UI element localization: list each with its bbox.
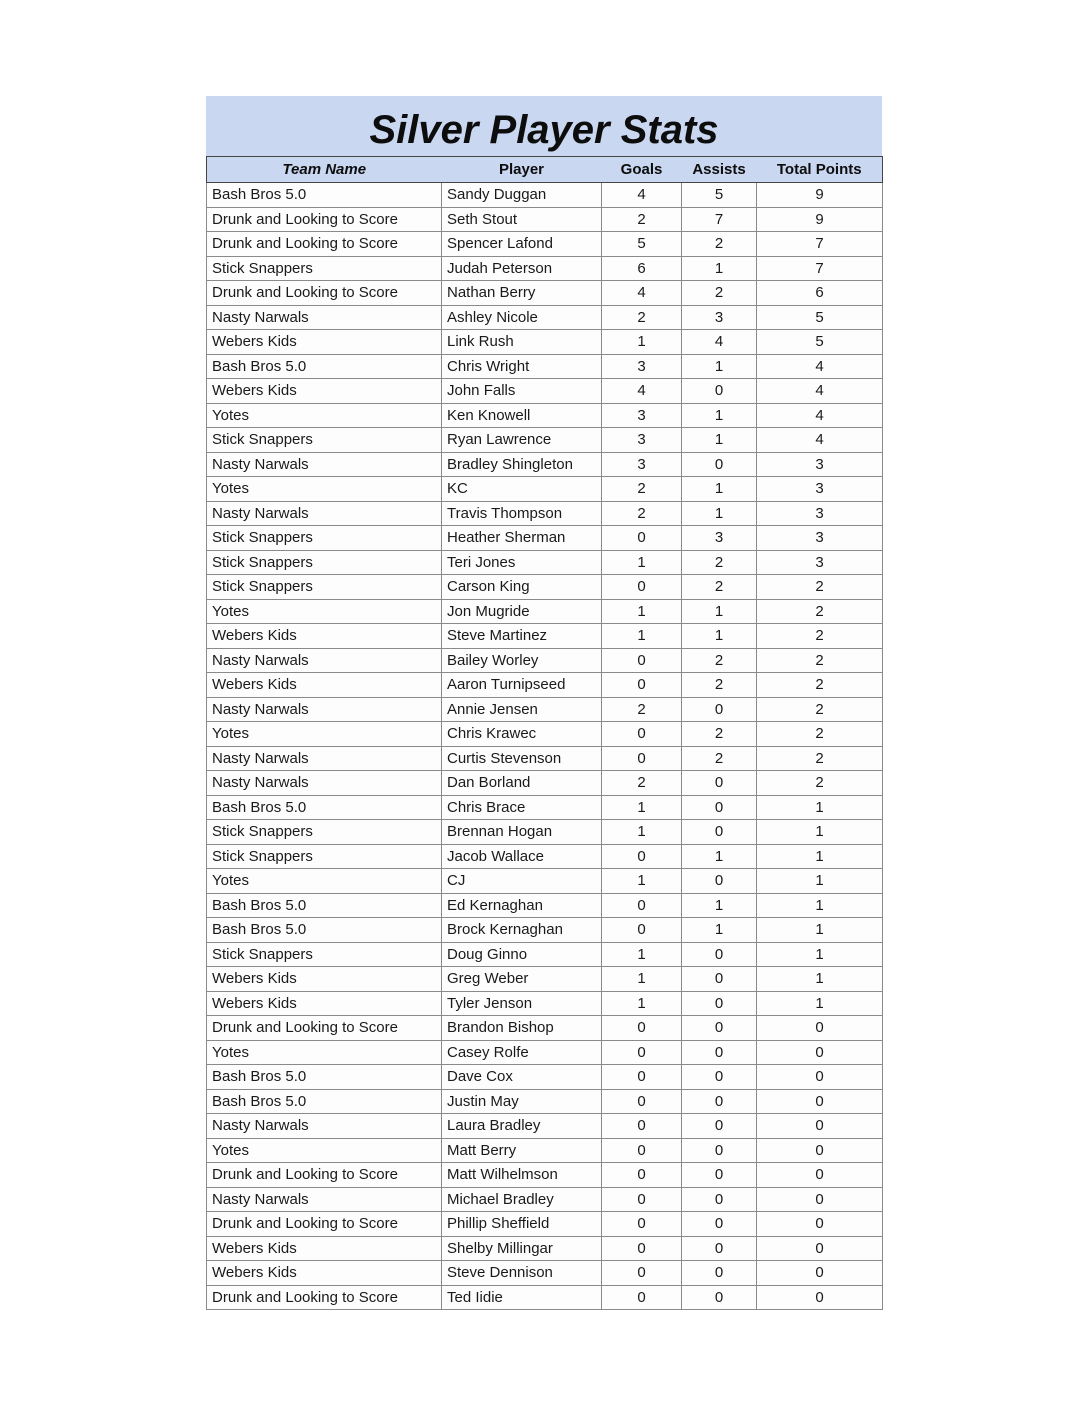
- goals-cell: 1: [602, 869, 682, 894]
- team-cell: Nasty Narwals: [207, 648, 442, 673]
- goals-cell: 0: [602, 1016, 682, 1041]
- points-cell: 1: [757, 991, 883, 1016]
- table-row: [207, 1285, 883, 1310]
- points-cell: 4: [757, 354, 883, 379]
- team-cell: Stick Snappers: [207, 575, 442, 600]
- assists-cell: 0: [682, 991, 757, 1016]
- table-row: [207, 501, 883, 526]
- assists-cell: 2: [682, 550, 757, 575]
- player-cell: Brennan Hogan: [442, 820, 602, 845]
- assists-cell: 0: [682, 1114, 757, 1139]
- points-cell: 2: [757, 697, 883, 722]
- table-row: [207, 305, 883, 330]
- team-cell: Webers Kids: [207, 1261, 442, 1286]
- player-cell: Michael Bradley: [442, 1187, 602, 1212]
- assists-cell: 2: [682, 232, 757, 257]
- goals-cell: 1: [602, 967, 682, 992]
- assists-cell: 0: [682, 942, 757, 967]
- assists-cell: 0: [682, 795, 757, 820]
- goals-cell: 0: [602, 1285, 682, 1310]
- team-cell: Stick Snappers: [207, 942, 442, 967]
- table-row: [207, 746, 883, 771]
- player-cell: CJ: [442, 869, 602, 894]
- team-cell: Nasty Narwals: [207, 452, 442, 477]
- table-row: [207, 330, 883, 355]
- player-cell: Matt Wilhelmson: [442, 1163, 602, 1188]
- team-cell: Webers Kids: [207, 991, 442, 1016]
- team-cell: Yotes: [207, 1040, 442, 1065]
- player-cell: Brock Kernaghan: [442, 918, 602, 943]
- table-row: [207, 648, 883, 673]
- points-cell: 2: [757, 673, 883, 698]
- assists-cell: 5: [682, 183, 757, 208]
- points-cell: 4: [757, 403, 883, 428]
- points-cell: 9: [757, 183, 883, 208]
- player-cell: Ken Knowell: [442, 403, 602, 428]
- column-header-assists: Assists: [682, 157, 757, 183]
- table-row: [207, 697, 883, 722]
- goals-cell: 0: [602, 893, 682, 918]
- team-cell: Nasty Narwals: [207, 746, 442, 771]
- goals-cell: 1: [602, 820, 682, 845]
- team-cell: Yotes: [207, 403, 442, 428]
- assists-cell: 1: [682, 428, 757, 453]
- points-cell: 1: [757, 967, 883, 992]
- table-row: [207, 550, 883, 575]
- player-cell: KC: [442, 477, 602, 502]
- table-row: [207, 575, 883, 600]
- team-cell: Webers Kids: [207, 330, 442, 355]
- points-cell: 0: [757, 1016, 883, 1041]
- points-cell: 0: [757, 1138, 883, 1163]
- goals-cell: 2: [602, 771, 682, 796]
- team-cell: Drunk and Looking to Score: [207, 1016, 442, 1041]
- team-cell: Bash Bros 5.0: [207, 183, 442, 208]
- points-cell: 6: [757, 281, 883, 306]
- table-row: [207, 1163, 883, 1188]
- team-cell: Yotes: [207, 477, 442, 502]
- goals-cell: 4: [602, 281, 682, 306]
- table-row: [207, 1187, 883, 1212]
- team-cell: Bash Bros 5.0: [207, 893, 442, 918]
- table-row: [207, 599, 883, 624]
- team-cell: Drunk and Looking to Score: [207, 232, 442, 257]
- player-cell: Dan Borland: [442, 771, 602, 796]
- assists-cell: 1: [682, 599, 757, 624]
- team-cell: Nasty Narwals: [207, 1187, 442, 1212]
- team-cell: Stick Snappers: [207, 526, 442, 551]
- assists-cell: 0: [682, 1212, 757, 1237]
- team-cell: Webers Kids: [207, 673, 442, 698]
- goals-cell: 5: [602, 232, 682, 257]
- table-row: [207, 1065, 883, 1090]
- player-cell: Chris Krawec: [442, 722, 602, 747]
- points-cell: 2: [757, 746, 883, 771]
- team-cell: Nasty Narwals: [207, 697, 442, 722]
- team-cell: Bash Bros 5.0: [207, 795, 442, 820]
- player-stats-table: [206, 156, 883, 1310]
- team-cell: Webers Kids: [207, 379, 442, 404]
- points-cell: 1: [757, 893, 883, 918]
- table-row: [207, 893, 883, 918]
- goals-cell: 0: [602, 648, 682, 673]
- player-cell: Steve Martinez: [442, 624, 602, 649]
- player-cell: Doug Ginno: [442, 942, 602, 967]
- table-row: [207, 1089, 883, 1114]
- team-cell: Bash Bros 5.0: [207, 354, 442, 379]
- points-cell: 7: [757, 256, 883, 281]
- goals-cell: 0: [602, 673, 682, 698]
- team-cell: Drunk and Looking to Score: [207, 1212, 442, 1237]
- goals-cell: 3: [602, 354, 682, 379]
- player-cell: Bradley Shingleton: [442, 452, 602, 477]
- goals-cell: 2: [602, 477, 682, 502]
- player-cell: Seth Stout: [442, 207, 602, 232]
- points-cell: 0: [757, 1261, 883, 1286]
- table-row: [207, 673, 883, 698]
- assists-cell: 2: [682, 575, 757, 600]
- column-header-team: Team Name: [207, 157, 442, 183]
- points-cell: 1: [757, 795, 883, 820]
- team-cell: Bash Bros 5.0: [207, 1065, 442, 1090]
- team-cell: Yotes: [207, 599, 442, 624]
- team-cell: Bash Bros 5.0: [207, 1089, 442, 1114]
- player-cell: Chris Wright: [442, 354, 602, 379]
- player-cell: Steve Dennison: [442, 1261, 602, 1286]
- goals-cell: 1: [602, 624, 682, 649]
- assists-cell: 1: [682, 844, 757, 869]
- column-header-goals: Goals: [602, 157, 682, 183]
- goals-cell: 1: [602, 991, 682, 1016]
- goals-cell: 1: [602, 942, 682, 967]
- goals-cell: 4: [602, 183, 682, 208]
- player-cell: Bailey Worley: [442, 648, 602, 673]
- player-cell: Curtis Stevenson: [442, 746, 602, 771]
- player-cell: Nathan Berry: [442, 281, 602, 306]
- team-cell: Nasty Narwals: [207, 305, 442, 330]
- table-row: [207, 183, 883, 208]
- team-cell: Webers Kids: [207, 624, 442, 649]
- points-cell: 3: [757, 501, 883, 526]
- player-cell: Shelby Millingar: [442, 1236, 602, 1261]
- table-row: [207, 232, 883, 257]
- team-cell: Stick Snappers: [207, 550, 442, 575]
- table-row: [207, 526, 883, 551]
- player-cell: Jon Mugride: [442, 599, 602, 624]
- assists-cell: 2: [682, 648, 757, 673]
- goals-cell: 3: [602, 403, 682, 428]
- player-cell: Dave Cox: [442, 1065, 602, 1090]
- assists-cell: 1: [682, 403, 757, 428]
- points-cell: 1: [757, 869, 883, 894]
- points-cell: 0: [757, 1285, 883, 1310]
- goals-cell: 0: [602, 1065, 682, 1090]
- assists-cell: 0: [682, 1187, 757, 1212]
- assists-cell: 0: [682, 869, 757, 894]
- column-header-player: Player: [442, 157, 602, 183]
- assists-cell: 0: [682, 967, 757, 992]
- player-cell: Laura Bradley: [442, 1114, 602, 1139]
- assists-cell: 0: [682, 1261, 757, 1286]
- player-cell: Tyler Jenson: [442, 991, 602, 1016]
- player-cell: Ryan Lawrence: [442, 428, 602, 453]
- goals-cell: 0: [602, 1261, 682, 1286]
- assists-cell: 0: [682, 1285, 757, 1310]
- goals-cell: 1: [602, 795, 682, 820]
- goals-cell: 0: [602, 1040, 682, 1065]
- points-cell: 0: [757, 1212, 883, 1237]
- table-row: [207, 1236, 883, 1261]
- table-row: [207, 1261, 883, 1286]
- goals-cell: 0: [602, 575, 682, 600]
- table-header: [207, 157, 883, 183]
- table-row: [207, 477, 883, 502]
- assists-cell: 1: [682, 501, 757, 526]
- points-cell: 3: [757, 526, 883, 551]
- assists-cell: 1: [682, 477, 757, 502]
- points-cell: 1: [757, 844, 883, 869]
- player-cell: Brandon Bishop: [442, 1016, 602, 1041]
- points-cell: 5: [757, 305, 883, 330]
- table-row: [207, 403, 883, 428]
- assists-cell: 0: [682, 1138, 757, 1163]
- assists-cell: 0: [682, 1236, 757, 1261]
- assists-cell: 0: [682, 1065, 757, 1090]
- points-cell: 0: [757, 1187, 883, 1212]
- goals-cell: 0: [602, 1187, 682, 1212]
- table-row: [207, 967, 883, 992]
- points-cell: 2: [757, 722, 883, 747]
- table-row: [207, 795, 883, 820]
- team-cell: Yotes: [207, 722, 442, 747]
- table-row: [207, 452, 883, 477]
- table-row: [207, 1040, 883, 1065]
- table-row: [207, 918, 883, 943]
- table-row: [207, 256, 883, 281]
- goals-cell: 0: [602, 526, 682, 551]
- table-row: [207, 991, 883, 1016]
- assists-cell: 1: [682, 354, 757, 379]
- player-cell: Phillip Sheffield: [442, 1212, 602, 1237]
- points-cell: 3: [757, 452, 883, 477]
- team-cell: Drunk and Looking to Score: [207, 281, 442, 306]
- column-header-total-points: Total Points: [757, 157, 883, 183]
- goals-cell: 0: [602, 746, 682, 771]
- team-cell: Nasty Narwals: [207, 501, 442, 526]
- points-cell: 1: [757, 942, 883, 967]
- goals-cell: 0: [602, 1138, 682, 1163]
- points-cell: 4: [757, 428, 883, 453]
- player-cell: Heather Sherman: [442, 526, 602, 551]
- goals-cell: 0: [602, 1163, 682, 1188]
- assists-cell: 0: [682, 1163, 757, 1188]
- goals-cell: 2: [602, 207, 682, 232]
- title-band: [206, 96, 882, 156]
- team-cell: Stick Snappers: [207, 256, 442, 281]
- goals-cell: 0: [602, 722, 682, 747]
- points-cell: 0: [757, 1163, 883, 1188]
- table-row: [207, 1138, 883, 1163]
- assists-cell: 0: [682, 452, 757, 477]
- assists-cell: 4: [682, 330, 757, 355]
- player-cell: Chris Brace: [442, 795, 602, 820]
- table-row: [207, 1212, 883, 1237]
- points-cell: 9: [757, 207, 883, 232]
- player-cell: Spencer Lafond: [442, 232, 602, 257]
- goals-cell: 2: [602, 305, 682, 330]
- points-cell: 2: [757, 648, 883, 673]
- goals-cell: 0: [602, 844, 682, 869]
- team-cell: Drunk and Looking to Score: [207, 207, 442, 232]
- assists-cell: 0: [682, 697, 757, 722]
- assists-cell: 2: [682, 281, 757, 306]
- team-cell: Yotes: [207, 1138, 442, 1163]
- player-cell: Travis Thompson: [442, 501, 602, 526]
- player-cell: John Falls: [442, 379, 602, 404]
- assists-cell: 0: [682, 379, 757, 404]
- table-row: [207, 869, 883, 894]
- goals-cell: 0: [602, 1236, 682, 1261]
- points-cell: 7: [757, 232, 883, 257]
- assists-cell: 3: [682, 305, 757, 330]
- player-cell: Carson King: [442, 575, 602, 600]
- goals-cell: 0: [602, 1114, 682, 1139]
- player-cell: Matt Berry: [442, 1138, 602, 1163]
- goals-cell: 2: [602, 501, 682, 526]
- points-cell: 2: [757, 771, 883, 796]
- table-row: [207, 1114, 883, 1139]
- team-cell: Stick Snappers: [207, 820, 442, 845]
- page-title: Silver Player Stats: [369, 108, 719, 152]
- assists-cell: 1: [682, 918, 757, 943]
- player-cell: Jacob Wallace: [442, 844, 602, 869]
- goals-cell: 4: [602, 379, 682, 404]
- team-cell: Stick Snappers: [207, 844, 442, 869]
- goals-cell: 0: [602, 1089, 682, 1114]
- player-cell: Casey Rolfe: [442, 1040, 602, 1065]
- assists-cell: 1: [682, 893, 757, 918]
- assists-cell: 1: [682, 256, 757, 281]
- goals-cell: 1: [602, 550, 682, 575]
- player-cell: Aaron Turnipseed: [442, 673, 602, 698]
- goals-cell: 6: [602, 256, 682, 281]
- points-cell: 5: [757, 330, 883, 355]
- table-row: [207, 820, 883, 845]
- points-cell: 0: [757, 1236, 883, 1261]
- goals-cell: 1: [602, 599, 682, 624]
- goals-cell: 3: [602, 452, 682, 477]
- team-cell: Drunk and Looking to Score: [207, 1285, 442, 1310]
- points-cell: 3: [757, 477, 883, 502]
- team-cell: Stick Snappers: [207, 428, 442, 453]
- team-cell: Bash Bros 5.0: [207, 918, 442, 943]
- points-cell: 2: [757, 599, 883, 624]
- stats-sheet: [206, 0, 882, 1310]
- player-cell: Justin May: [442, 1089, 602, 1114]
- table-body: [207, 183, 883, 1310]
- table-row: [207, 942, 883, 967]
- team-cell: Nasty Narwals: [207, 1114, 442, 1139]
- player-cell: Ed Kernaghan: [442, 893, 602, 918]
- assists-cell: 0: [682, 771, 757, 796]
- points-cell: 1: [757, 820, 883, 845]
- team-cell: Drunk and Looking to Score: [207, 1163, 442, 1188]
- team-cell: Webers Kids: [207, 1236, 442, 1261]
- player-cell: Link Rush: [442, 330, 602, 355]
- assists-cell: 2: [682, 722, 757, 747]
- table-row: [207, 207, 883, 232]
- table-row: [207, 1016, 883, 1041]
- table-row: [207, 281, 883, 306]
- table-row: [207, 844, 883, 869]
- player-cell: Judah Peterson: [442, 256, 602, 281]
- player-cell: Greg Weber: [442, 967, 602, 992]
- points-cell: 3: [757, 550, 883, 575]
- team-cell: Webers Kids: [207, 967, 442, 992]
- assists-cell: 1: [682, 624, 757, 649]
- points-cell: 0: [757, 1065, 883, 1090]
- goals-cell: 0: [602, 918, 682, 943]
- table-row: [207, 379, 883, 404]
- team-cell: Nasty Narwals: [207, 771, 442, 796]
- table-row: [207, 771, 883, 796]
- assists-cell: 2: [682, 673, 757, 698]
- points-cell: 0: [757, 1114, 883, 1139]
- points-cell: 4: [757, 379, 883, 404]
- table-row: [207, 428, 883, 453]
- goals-cell: 0: [602, 1212, 682, 1237]
- goals-cell: 1: [602, 330, 682, 355]
- assists-cell: 7: [682, 207, 757, 232]
- player-cell: Annie Jensen: [442, 697, 602, 722]
- assists-cell: 3: [682, 526, 757, 551]
- assists-cell: 2: [682, 746, 757, 771]
- points-cell: 2: [757, 624, 883, 649]
- assists-cell: 0: [682, 1089, 757, 1114]
- assists-cell: 0: [682, 1016, 757, 1041]
- table-row: [207, 624, 883, 649]
- points-cell: 0: [757, 1089, 883, 1114]
- points-cell: 1: [757, 918, 883, 943]
- player-cell: Sandy Duggan: [442, 183, 602, 208]
- team-cell: Yotes: [207, 869, 442, 894]
- assists-cell: 0: [682, 820, 757, 845]
- player-cell: Ted Iidie: [442, 1285, 602, 1310]
- points-cell: 0: [757, 1040, 883, 1065]
- points-cell: 2: [757, 575, 883, 600]
- player-cell: Teri Jones: [442, 550, 602, 575]
- header-row: [207, 157, 883, 183]
- table-row: [207, 722, 883, 747]
- assists-cell: 0: [682, 1040, 757, 1065]
- goals-cell: 2: [602, 697, 682, 722]
- player-cell: Ashley Nicole: [442, 305, 602, 330]
- table-row: [207, 354, 883, 379]
- goals-cell: 3: [602, 428, 682, 453]
